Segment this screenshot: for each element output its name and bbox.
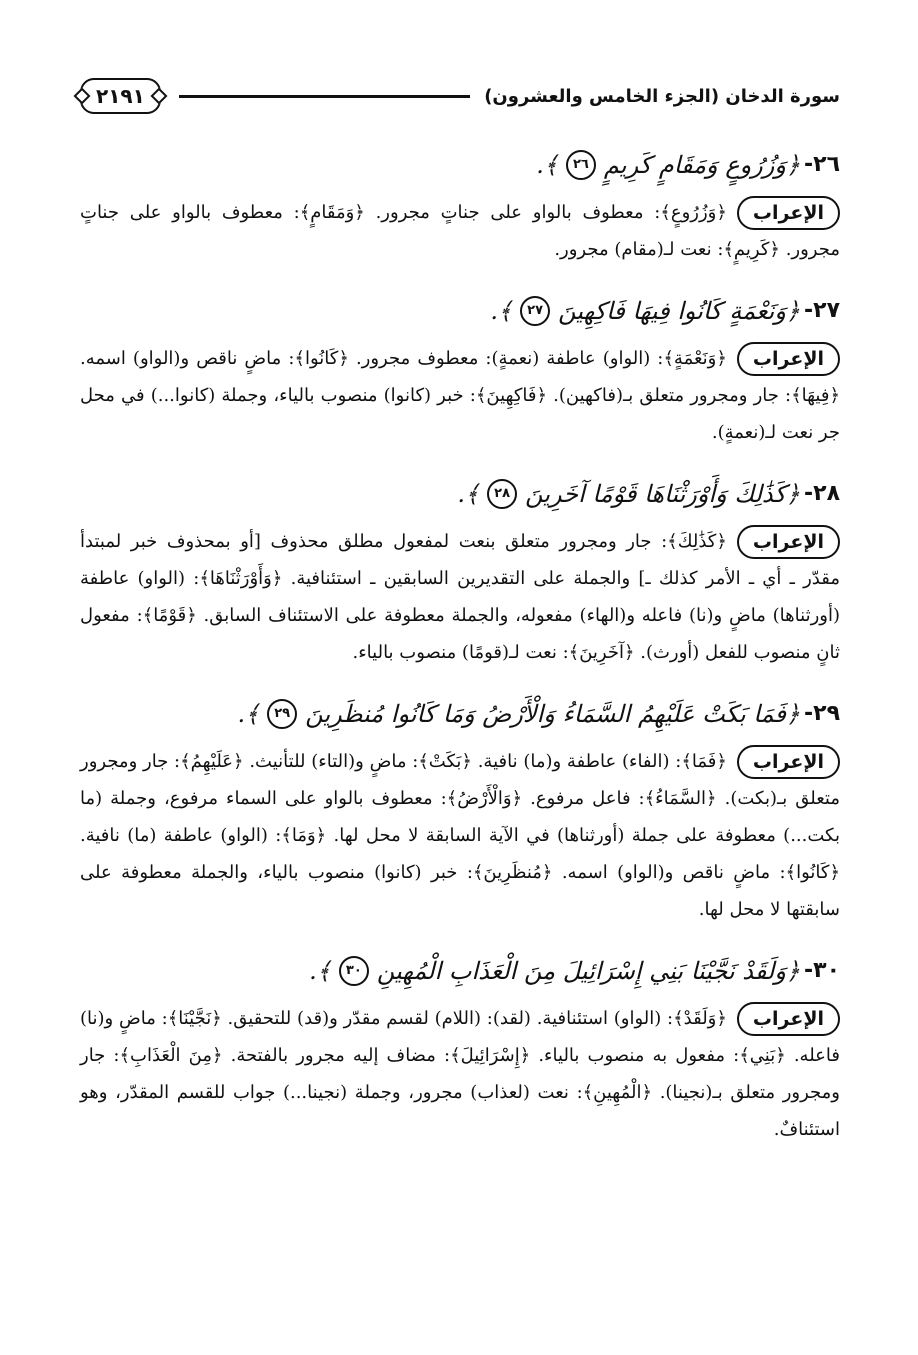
verse-closing: ﴾. bbox=[309, 957, 331, 985]
verse-text: ﴿وَنَعْمَةٍ كَانُوا فِيهَا فَاكِهِينَ bbox=[558, 297, 800, 325]
verse-text: ﴿وَزُرُوعٍ وَمَقَامٍ كَرِيمٍ bbox=[603, 151, 800, 179]
ayah-number-mark: ٢٩ bbox=[267, 699, 297, 729]
page bbox=[80, 70, 840, 1340]
irab-paragraph bbox=[80, 523, 840, 671]
verse-closing: ﴾. bbox=[457, 480, 480, 508]
irab-text: ﴿وَلَقَدْ﴾: (الواو) استئنافية. (لقد): (اللام) لقسم مقدّر و(قد) للتحقيق. ﴿نَجَّيْنَا﴾: ماضٍ و(نا) فاعله. ﴿بَنِي﴾: مفعول به منصوب بالياء. ﴿إِسْرَائِيلَ﴾: مضاف إليه مجرور بالفتحة. ﴿مِنَ الْعَذَابِ﴾: جار ومجرور متعلق بـ(نجينا). ﴿الْمُهِينِ﴾: نعت (لعذاب) مجرور، وجملة (نجينا...) جواب للقسم المقدّر، وهو استئنافٌ. bbox=[80, 1008, 840, 1140]
irab-paragraph bbox=[80, 340, 840, 451]
verse-closing: ﴾. bbox=[490, 297, 513, 325]
irab-paragraph bbox=[80, 1000, 840, 1148]
irab-text: ﴿كَذَٰلِكَ﴾: جار ومجرور متعلق بنعت لمفعول مطلق محذوف [أو بمحذوف خبر لمبتدأ مقدّر ـ أي ـ الأمر كذلك ـ] والجملة على التقديرين السابقين ـ استئنافية. ﴿وَأَوْرَثْنَاهَا﴾: (الواو) عاطفة (أورثناها) ماضٍ و(نا) فاعله و(الهاء) مفعوله، والجملة معطوفة على الاستئناف السابق. ﴿قَوْمًا﴾: مفعول ثانٍ منصوب للفعل (أورث). ﴿آخَرِينَ﴾: نعت لـ(قومًا) منصوب بالياء. bbox=[80, 531, 840, 663]
verse-line bbox=[80, 148, 840, 182]
header-rule bbox=[179, 95, 470, 98]
irab-paragraph bbox=[80, 743, 840, 928]
verse-line bbox=[80, 294, 840, 328]
verse-number: ٢٩- bbox=[804, 701, 840, 726]
ayah-number-mark: ٢٦ bbox=[566, 150, 596, 180]
irab-paragraph bbox=[80, 194, 840, 268]
page-content bbox=[80, 148, 840, 1148]
irab-label-badge: الإعراب bbox=[737, 196, 840, 230]
verse-line bbox=[80, 954, 840, 988]
verse-number: ٢٨- bbox=[804, 481, 840, 506]
header-title: سورة الدخان (الجزء الخامس والعشرون) bbox=[484, 85, 840, 107]
page-number: ٢١٩١ bbox=[80, 78, 161, 114]
verse-number: ٢٦- bbox=[804, 152, 840, 177]
irab-label-badge: الإعراب bbox=[737, 745, 840, 779]
ayah-number-mark: ٢٧ bbox=[520, 296, 550, 326]
irab-text: ﴿فَمَا﴾: (الفاء) عاطفة و(ما) نافية. ﴿بَكَتْ﴾: ماضٍ و(التاء) للتأنيث. ﴿عَلَيْهِمُ﴾: جار ومجرور متعلق بـ(بكت). ﴿السَّمَاءُ﴾: فاعل مرفوع. ﴿وَالْأَرْضُ﴾: معطوف بالواو على السماء مرفوع، وجملة (ما بكت...) معطوفة على جملة (أورثناها) في الآية السابقة لا محل لها. ﴿وَمَا﴾: (الواو) عاطفة (ما) نافية. ﴿كَانُوا﴾: ماضٍ ناقص و(الواو) اسمه. ﴿مُنظَرِينَ﴾: خبر (كانوا) منصوب بالياء، والجملة معطوفة على سابقتها لا محل لها. bbox=[80, 751, 840, 920]
verse-number: ٣٠- bbox=[804, 958, 840, 983]
verse-line bbox=[80, 697, 840, 731]
verse-line bbox=[80, 477, 840, 511]
irab-text: ﴿وَنَعْمَةٍ﴾: (الواو) عاطفة (نعمةٍ): معطوف مجرور. ﴿كَانُوا﴾: ماضٍ ناقص و(الواو) اسمه. ﴿فِيهَا﴾: جار ومجرور متعلق بـ(فاكهين). ﴿فَاكِهِينَ﴾: خبر (كانوا) منصوب بالياء، وجملة (كانوا...) في محل جر نعت لـ(نعمةٍ). bbox=[80, 348, 840, 443]
irab-label-badge: الإعراب bbox=[737, 342, 840, 376]
ayah-number-mark: ٣٠ bbox=[339, 956, 369, 986]
verse-number: ٢٧- bbox=[804, 298, 840, 323]
verse-closing: ﴾. bbox=[237, 700, 260, 728]
irab-label-badge: الإعراب bbox=[737, 525, 840, 559]
ayah-number-mark: ٢٨ bbox=[487, 479, 517, 509]
irab-label-badge: الإعراب bbox=[737, 1002, 840, 1036]
verse-text: ﴿فَمَا بَكَتْ عَلَيْهِمُ السَّمَاءُ وَالْأَرْضُ وَمَا كَانُوا مُنظَرِينَ bbox=[305, 700, 800, 728]
verse-text: ﴿وَلَقَدْ نَجَّيْنَا بَنِي إِسْرَائِيلَ مِنَ الْعَذَابِ الْمُهِينِ bbox=[376, 957, 800, 985]
verse-closing: ﴾. bbox=[536, 151, 558, 179]
irab-text: ﴿وَزُرُوعٍ﴾: معطوف بالواو على جناتٍ مجرور. ﴿وَمَقَامٍ﴾: معطوف بالواو على جناتٍ مجرور. ﴿كَرِيمٍ﴾: نعت لـ(مقام) مجرور. bbox=[80, 202, 840, 260]
page-header bbox=[80, 70, 840, 122]
verse-text: ﴿كَذَٰلِكَ وَأَوْرَثْنَاهَا قَوْمًا آخَرِينَ bbox=[525, 480, 800, 508]
